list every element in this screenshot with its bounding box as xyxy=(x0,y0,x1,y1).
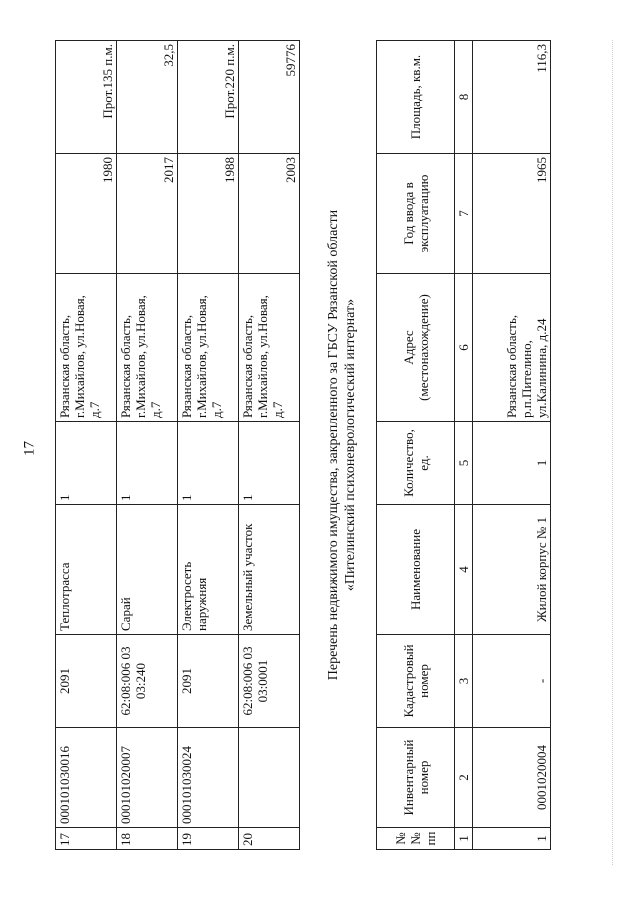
column-number-cell: 6 xyxy=(455,274,473,422)
column-number-cell: 4 xyxy=(455,505,473,635)
column-number-cell: 8 xyxy=(455,41,473,154)
title-line-2: «Пителинский психоневрологический интернат» xyxy=(343,298,358,592)
cell-area: Прот.135 п.м. xyxy=(56,41,117,154)
cell-n: 1 xyxy=(473,828,551,850)
cell-addr: Рязанская область, г.Михайлов, ул.Новая, д.7 xyxy=(117,274,178,422)
table-row xyxy=(178,41,239,850)
cell-name: Жилой корпус № 1 xyxy=(473,505,551,635)
cell-year: 2003 xyxy=(239,154,300,274)
cell-inv: 000101030024 xyxy=(178,728,239,828)
header-quantity: Количество, ед. xyxy=(377,422,455,505)
table-header-row xyxy=(377,41,455,850)
cell-qty: 1 xyxy=(239,422,300,505)
column-number-row xyxy=(455,41,473,850)
cell-year: 2017 xyxy=(117,154,178,274)
header-address: Адрес (местонахождение) xyxy=(377,274,455,422)
cell-n: 17 xyxy=(56,828,117,850)
header-name: Наименование xyxy=(377,505,455,635)
cell-n: 20 xyxy=(239,828,300,850)
cell-name: Сарай xyxy=(117,505,178,635)
cell-n: 18 xyxy=(117,828,178,850)
cell-year: 1965 xyxy=(473,154,551,274)
cell-inv: 000101020007 xyxy=(117,728,178,828)
cell-cad: 62:08:006 03 03:240 xyxy=(117,635,178,728)
header-inventory: Инвентарный номер xyxy=(377,728,455,828)
cell-qty: 1 xyxy=(117,422,178,505)
cell-year: 1980 xyxy=(56,154,117,274)
header-cadastral: Кадастровый номер xyxy=(377,635,455,728)
cell-area: 59776 xyxy=(239,41,300,154)
cell-name: Электросеть наружняя xyxy=(178,505,239,635)
column-number-cell: 5 xyxy=(455,422,473,505)
header-area: Площадь, кв.м. xyxy=(377,41,455,154)
cell-addr: Рязанская область, р.п.Пителино, ул.Калинина, д.24 xyxy=(473,274,551,422)
header-year: Год ввода в эксплуатацию xyxy=(377,154,455,274)
cell-area: Прот.220 п.м. xyxy=(178,41,239,154)
cell-inv: 0001020004 xyxy=(473,728,551,828)
cell-qty: 1 xyxy=(178,422,239,505)
cell-qty: 1 xyxy=(473,422,551,505)
property-table-continued xyxy=(55,40,300,850)
table-row xyxy=(56,41,117,850)
column-number-cell: 7 xyxy=(455,154,473,274)
cell-addr: Рязанская область, г.Михайлов, ул.Новая, д.7 xyxy=(56,274,117,422)
cell-cad: 2091 xyxy=(56,635,117,728)
cell-addr: Рязанская область, г.Михайлов, ул.Новая, д.7 xyxy=(239,274,300,422)
header-number: № № пп xyxy=(377,828,455,850)
column-number-cell: 2 xyxy=(455,728,473,828)
cell-name: Теплотрасса xyxy=(56,505,117,635)
section-title xyxy=(325,135,359,755)
table-row xyxy=(473,41,551,850)
cell-addr: Рязанская область, г.Михайлов, ул.Новая, д.7 xyxy=(178,274,239,422)
cell-area: 116,3 xyxy=(473,41,551,154)
cell-cad: 62:08:006 03 03:0001 xyxy=(239,635,300,728)
property-table xyxy=(376,40,551,850)
column-number-cell: 3 xyxy=(455,635,473,728)
cell-n: 19 xyxy=(178,828,239,850)
cell-year: 1988 xyxy=(178,154,239,274)
cell-cad: 2091 xyxy=(178,635,239,728)
table-row xyxy=(239,41,300,850)
table-row xyxy=(117,41,178,850)
cell-area: 32,5 xyxy=(117,41,178,154)
cell-inv xyxy=(239,728,300,828)
page-number: 17 xyxy=(21,441,38,456)
cell-cad: - xyxy=(473,635,551,728)
cell-name: Земельный участок xyxy=(239,505,300,635)
cell-qty: 1 xyxy=(56,422,117,505)
title-line-1: Перечень недвижимого имущества, закрепленного за ГБСУ Рязанской области xyxy=(326,209,341,681)
column-number-cell: 1 xyxy=(455,828,473,850)
cell-inv: 000101030016 xyxy=(56,728,117,828)
